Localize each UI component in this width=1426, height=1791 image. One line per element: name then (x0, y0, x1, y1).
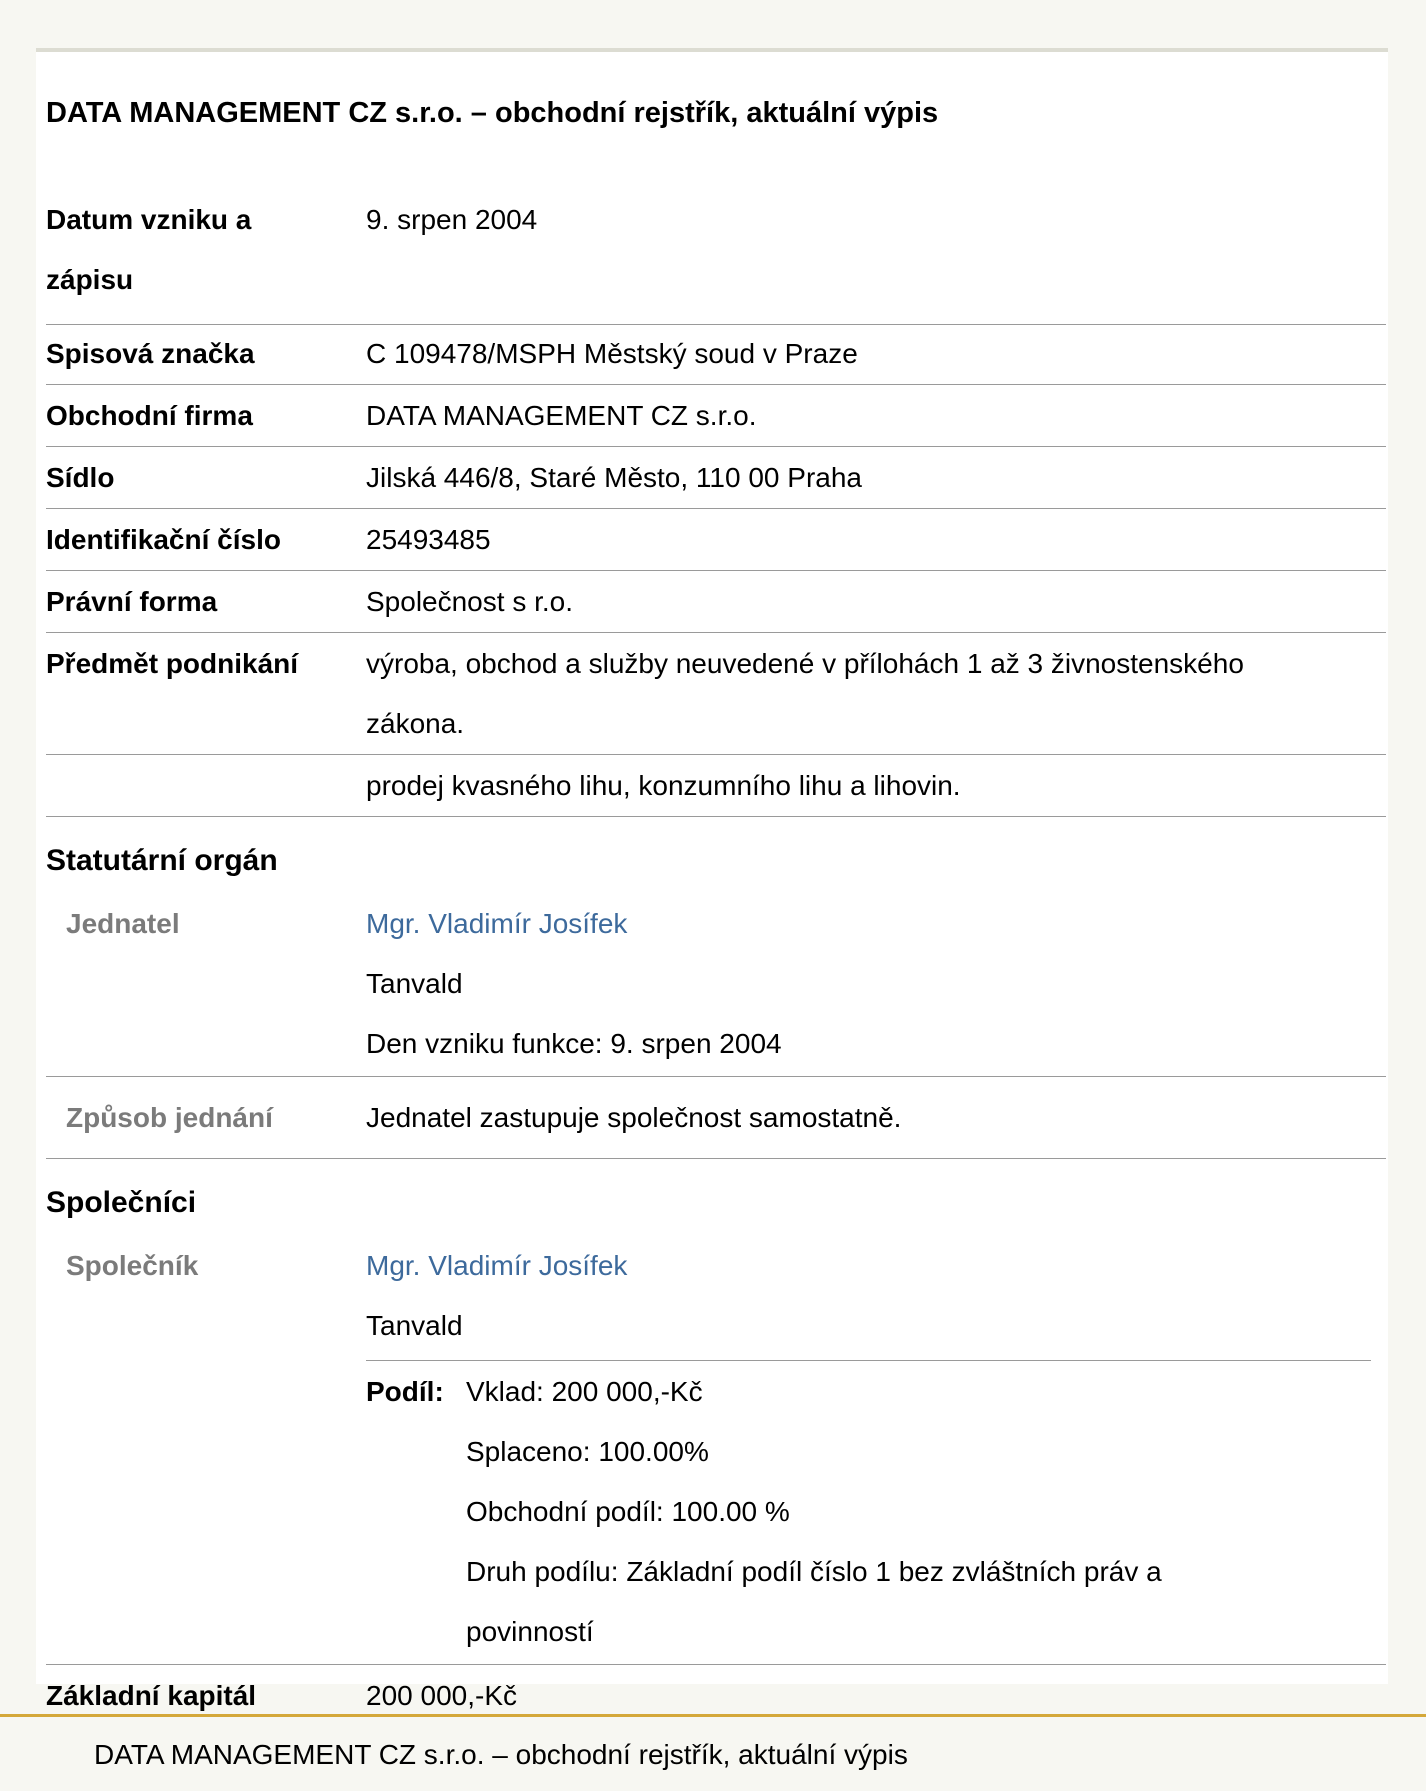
value-datum-vzniku: 9. srpen 2004 (366, 204, 538, 235)
row-sidlo (46, 448, 1386, 509)
row-datum-vzniku (46, 190, 1386, 325)
label-sidlo: Sídlo (46, 462, 115, 493)
row-jednatel (46, 894, 1386, 1077)
row-predmet-podnikani-2 (46, 756, 1386, 817)
label-identifikacni-cislo: Identifikační číslo (46, 524, 281, 555)
jednatel-city: Tanvald (366, 968, 463, 999)
label-spisova-znacka: Spisová značka (46, 338, 255, 369)
value-sidlo: Jilská 446/8, Staré Město, 110 00 Praha (366, 462, 862, 493)
podil-splaceno: Splaceno: 100.00% (466, 1436, 709, 1467)
row-spisova-znacka (46, 324, 1386, 385)
podil-vklad: Vklad: 200 000,-Kč (466, 1376, 703, 1407)
row-obchodni-firma (46, 386, 1386, 447)
section-statutarni-organ: Statutární orgán (46, 844, 278, 877)
value-obchodni-firma: DATA MANAGEMENT CZ s.r.o. (366, 400, 757, 431)
value-predmet-podnikani-2: prodej kvasného lihu, konzumního lihu a lihovin. (366, 770, 961, 801)
value-zakladni-kapital: 200 000,-Kč (366, 1680, 517, 1711)
value-predmet-podnikani-line2: zákona. (366, 708, 465, 739)
label-zpusob-jednani: Způsob jednání (66, 1102, 273, 1133)
podil-druh-line1: Druh podílu: Základní podíl číslo 1 bez zvláštních práv a (466, 1556, 1162, 1587)
footer-title: DATA MANAGEMENT CZ s.r.o. – obchodní rejstřík, aktuální výpis (94, 1739, 908, 1770)
label-datum-vzniku-line2: zápisu (46, 264, 134, 295)
spolecnik-name-link[interactable]: Mgr. Vladimír Josífek (366, 1250, 628, 1281)
value-identifikacni-cislo: 25493485 (366, 524, 491, 555)
podil-obchodni-podil: Obchodní podíl: 100.00 % (466, 1496, 790, 1527)
page-title: DATA MANAGEMENT CZ s.r.o. – obchodní rejstřík, aktuální výpis (46, 97, 939, 129)
label-datum-vzniku-line1: Datum vzniku a (46, 204, 252, 235)
row-identifikacni-cislo (46, 510, 1386, 571)
label-pravni-forma: Právní forma (46, 586, 218, 617)
row-zpusob-jednani (46, 1078, 1386, 1159)
row-predmet-podnikani (46, 634, 1386, 755)
value-pravni-forma: Společnost s r.o. (366, 586, 574, 617)
label-jednatel: Jednatel (66, 908, 180, 939)
section-spolecnici: Společníci (46, 1186, 197, 1219)
podil-druh-line2: povinností (466, 1616, 594, 1647)
spolecnik-city: Tanvald (366, 1310, 463, 1341)
register-extract-card (36, 48, 1388, 1711)
row-spolecnik (46, 1236, 1386, 1665)
label-predmet-podnikani: Předmět podnikání (46, 648, 299, 679)
page-footer (0, 1714, 1426, 1791)
label-obchodni-firma: Obchodní firma (46, 400, 253, 431)
row-pravni-forma (46, 572, 1386, 633)
jednatel-since: Den vzniku funkce: 9. srpen 2004 (366, 1028, 782, 1059)
label-zakladni-kapital: Základní kapitál (46, 1680, 257, 1711)
podil-divider (366, 1360, 1371, 1361)
value-zpusob-jednani: Jednatel zastupuje společnost samostatně. (366, 1102, 902, 1133)
value-spisova-znacka: C 109478/MSPH Městský soud v Praze (366, 338, 858, 369)
label-spolecnik: Společník (66, 1250, 199, 1281)
value-predmet-podnikani-line1: výroba, obchod a služby neuvedené v přílohách 1 až 3 živnostenského (366, 648, 1244, 679)
label-podil: Podíl: (366, 1376, 444, 1407)
jednatel-name-link[interactable]: Mgr. Vladimír Josífek (366, 908, 628, 939)
